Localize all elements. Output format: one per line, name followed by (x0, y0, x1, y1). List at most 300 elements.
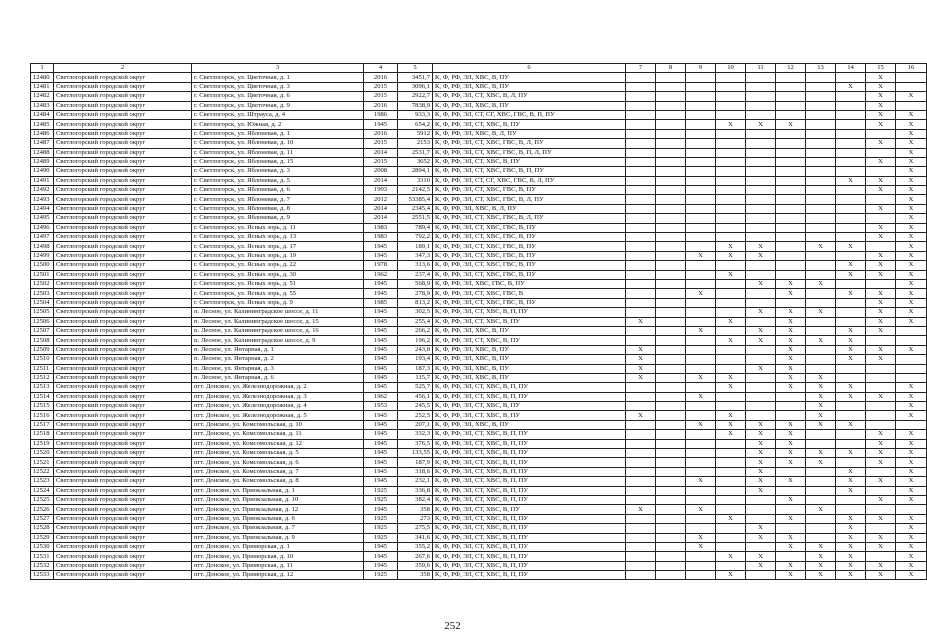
area-cell: 2551,5 (398, 214, 433, 223)
mark-cell: X (836, 561, 866, 570)
systems-cell: К, Ф, РФ, ЭЛ, ХВС, В, ПУ (433, 345, 626, 354)
area-cell: 133,55 (398, 449, 433, 458)
district-cell: Светлогорский городской округ (54, 514, 192, 523)
mark-cell: X (896, 214, 927, 223)
mark-cell (896, 373, 927, 382)
mark-cell (656, 139, 686, 148)
mark-cell (626, 486, 656, 495)
mark-cell: X (896, 317, 927, 326)
mark-cell (716, 233, 746, 242)
district-cell: Светлогорский городской округ (54, 167, 192, 176)
row-number-cell: 12507 (31, 326, 54, 335)
area-cell: 2345,4 (398, 204, 433, 213)
year-cell: 1945 (364, 383, 398, 392)
mark-cell: X (866, 308, 896, 317)
address-cell: пгт. Донское, ул. Железнодорожная, д. 3 (192, 392, 364, 401)
address-cell: п. Лесное, ул. Калининградское шоссе, д. 11 (192, 308, 364, 317)
mark-cell (716, 467, 746, 476)
area-cell: 187,3 (398, 364, 433, 373)
district-cell: Светлогорский городской округ (54, 430, 192, 439)
district-cell: Светлогорский городской округ (54, 148, 192, 157)
systems-cell: К, Ф, РФ, ЭЛ, СТ, ХВС, ГВС, В, ПУ (433, 233, 626, 242)
mark-cell: X (896, 439, 927, 448)
mark-cell (716, 542, 746, 551)
table-row (31, 308, 927, 317)
row-number-cell: 12531 (31, 552, 54, 561)
mark-cell: X (896, 458, 927, 467)
mark-cell (806, 110, 836, 119)
mark-cell: X (896, 92, 927, 101)
mark-cell (836, 214, 866, 223)
systems-cell: К, Ф, РФ, ЭЛ, ХВС, В, ПУ (433, 326, 626, 335)
address-cell: пгт. Донское, ул. Комсомольская, д. 11 (192, 430, 364, 439)
year-cell: 2016 (364, 73, 398, 82)
address-cell: пгт. Донское, ул. Приокзальная, д. 6 (192, 514, 364, 523)
year-cell: 1925 (364, 571, 398, 580)
mark-cell (626, 186, 656, 195)
year-cell: 2014 (364, 214, 398, 223)
mark-cell: X (896, 533, 927, 542)
address-cell: г. Светлогорск, ул. Ясных зорь, д. 30 (192, 270, 364, 279)
mark-cell (656, 420, 686, 429)
mark-cell (776, 261, 806, 270)
area-cell: 252,5 (398, 411, 433, 420)
district-cell: Светлогорский городской округ (54, 420, 192, 429)
systems-cell: К, Ф, РФ, ЭЛ, СТ, ХВС, В, П, ПУ (433, 533, 626, 542)
systems-cell: К, Ф, РФ, ЭЛ, СТ, ХВС, ГВС, В (433, 289, 626, 298)
mark-cell (746, 176, 776, 185)
year-cell: 2016 (364, 129, 398, 138)
mark-cell (656, 411, 686, 420)
table-row (31, 139, 927, 148)
mark-cell: X (836, 542, 866, 551)
mark-cell: X (836, 326, 866, 335)
table-row (31, 73, 927, 82)
row-number-cell: 12513 (31, 383, 54, 392)
mark-cell: X (776, 542, 806, 551)
mark-cell (686, 214, 716, 223)
mark-cell: X (896, 467, 927, 476)
mark-cell: X (806, 561, 836, 570)
table-row (31, 101, 927, 110)
area-cell: 332,3 (398, 430, 433, 439)
mark-cell (866, 279, 896, 288)
mark-cell (746, 345, 776, 354)
table-row (31, 214, 927, 223)
mark-cell (776, 552, 806, 561)
mark-cell (866, 167, 896, 176)
mark-cell (746, 204, 776, 213)
table-row (31, 420, 927, 429)
mark-cell (866, 148, 896, 157)
column-number-cell: 7 (626, 64, 656, 73)
mark-cell: X (746, 449, 776, 458)
address-cell: пгт. Донское, ул. Приокзальная, д. 10 (192, 495, 364, 504)
area-cell: 187,9 (398, 458, 433, 467)
address-cell: пгт. Донское, ул. Приморская, д. 10 (192, 552, 364, 561)
table-row (31, 439, 927, 448)
systems-cell: К, Ф, РФ, ЭЛ, СТ, ХВС, В, П, ПУ (433, 439, 626, 448)
mark-cell: X (866, 223, 896, 232)
mark-cell (836, 195, 866, 204)
mark-cell (686, 82, 716, 91)
mark-cell (656, 298, 686, 307)
mark-cell: X (896, 270, 927, 279)
mark-cell: X (866, 449, 896, 458)
mark-cell: X (746, 308, 776, 317)
mark-cell (626, 392, 656, 401)
mark-cell (776, 176, 806, 185)
mark-cell: X (866, 204, 896, 213)
area-cell: 358 (398, 505, 433, 514)
systems-cell: К, Ф, РФ, ЭЛ, СТ, ХВС, В, П, ПУ (433, 571, 626, 580)
mark-cell (656, 148, 686, 157)
area-cell: 318,6 (398, 467, 433, 476)
mark-cell: X (866, 157, 896, 166)
mark-cell (626, 251, 656, 260)
table-row (31, 533, 927, 542)
mark-cell: X (896, 552, 927, 561)
systems-cell: К, Ф, РФ, ЭЛ, СТ, ХВС, В, ПУ (433, 402, 626, 411)
mark-cell (776, 101, 806, 110)
mark-cell (836, 120, 866, 129)
year-cell: 1945 (364, 458, 398, 467)
mark-cell (716, 477, 746, 486)
systems-cell: К, Ф, РФ, ЭЛ, ХВС, В, ПУ (433, 101, 626, 110)
row-number-cell: 12512 (31, 373, 54, 382)
row-number-cell: 12482 (31, 92, 54, 101)
mark-cell: X (626, 317, 656, 326)
systems-cell: К, Ф, РФ, ЭЛ, ХВС, В, Л, ПУ (433, 204, 626, 213)
mark-cell (626, 308, 656, 317)
row-number-cell: 12497 (31, 233, 54, 242)
systems-cell: К, Ф, РФ, ЭЛ, СТ, ХВС, В, П, ПУ (433, 449, 626, 458)
table-row (31, 317, 927, 326)
district-cell: Светлогорский городской округ (54, 355, 192, 364)
mark-cell (746, 355, 776, 364)
mark-cell: X (716, 514, 746, 523)
systems-cell: К, Ф, РФ, ЭЛ, СТ, ХВС, ГВС, В, ПУ (433, 242, 626, 251)
mark-cell (686, 486, 716, 495)
row-number-cell: 12494 (31, 204, 54, 213)
mark-cell (836, 364, 866, 373)
row-number-cell: 12486 (31, 129, 54, 138)
area-cell: 278,9 (398, 289, 433, 298)
mark-cell (806, 73, 836, 82)
page-number: 252 (444, 620, 461, 632)
mark-cell: X (776, 326, 806, 335)
mark-cell (746, 157, 776, 166)
mark-cell: X (716, 373, 746, 382)
table-row (31, 129, 927, 138)
year-cell: 1985 (364, 298, 398, 307)
mark-cell (656, 110, 686, 119)
mark-cell (866, 195, 896, 204)
mark-cell (656, 242, 686, 251)
mark-cell (716, 129, 746, 138)
table-row (31, 345, 927, 354)
mark-cell (656, 195, 686, 204)
mark-cell: X (836, 524, 866, 533)
mark-cell (626, 524, 656, 533)
row-number-cell: 12515 (31, 402, 54, 411)
table-row (31, 204, 927, 213)
mark-cell: X (746, 326, 776, 335)
year-cell: 1945 (364, 251, 398, 260)
row-number-cell: 12504 (31, 298, 54, 307)
mark-cell: X (896, 167, 927, 176)
mark-cell (776, 82, 806, 91)
address-cell: г. Светлогорск, ул. Ясных зорь, д. 9 (192, 298, 364, 307)
mark-cell: X (836, 552, 866, 561)
mark-cell (806, 186, 836, 195)
mark-cell (836, 167, 866, 176)
table-row (31, 110, 927, 119)
mark-cell (866, 242, 896, 251)
district-cell: Светлогорский городской округ (54, 439, 192, 448)
address-cell: п. Лесное, ул. Янтарная, д. 6 (192, 373, 364, 382)
mark-cell (776, 110, 806, 119)
mark-cell (656, 120, 686, 129)
mark-cell (746, 82, 776, 91)
mark-cell (746, 233, 776, 242)
area-cell: 382,4 (398, 495, 433, 504)
mark-cell (626, 336, 656, 345)
mark-cell (686, 176, 716, 185)
mark-cell: X (866, 110, 896, 119)
mark-cell: X (746, 561, 776, 570)
mark-cell (746, 261, 776, 270)
mark-cell: X (836, 392, 866, 401)
mark-cell (656, 392, 686, 401)
year-cell: 1953 (364, 402, 398, 411)
area-cell: 7838,9 (398, 101, 433, 110)
mark-cell (626, 204, 656, 213)
district-cell: Светлогорский городской округ (54, 204, 192, 213)
mark-cell (656, 383, 686, 392)
mark-cell (776, 524, 806, 533)
mark-cell: X (866, 73, 896, 82)
area-cell: 355,2 (398, 542, 433, 551)
district-cell: Светлогорский городской округ (54, 139, 192, 148)
mark-cell: X (686, 373, 716, 382)
mark-cell (716, 289, 746, 298)
mark-cell (626, 430, 656, 439)
mark-cell: X (746, 533, 776, 542)
mark-cell (656, 449, 686, 458)
mark-cell (746, 402, 776, 411)
year-cell: 1945 (364, 308, 398, 317)
mark-cell: X (776, 430, 806, 439)
mark-cell (806, 157, 836, 166)
mark-cell (686, 148, 716, 157)
mark-cell: X (746, 524, 776, 533)
systems-cell: К, Ф, РФ, ЭЛ, СТ, ХВС, В, П, ПУ (433, 495, 626, 504)
mark-cell (686, 157, 716, 166)
mark-cell (686, 233, 716, 242)
systems-cell: К, Ф, РФ, ЭЛ, ХВС, В, ПУ (433, 73, 626, 82)
table-row (31, 279, 927, 288)
row-number-cell: 12514 (31, 392, 54, 401)
mark-cell (896, 73, 927, 82)
column-number-cell: 3 (192, 64, 364, 73)
mark-cell (716, 308, 746, 317)
table-row (31, 261, 927, 270)
mark-cell (836, 223, 866, 232)
mark-cell (806, 289, 836, 298)
table-row (31, 364, 927, 373)
systems-cell: К, Ф, РФ, ЭЛ, ХВС, В, ПУ (433, 364, 626, 373)
systems-cell: К, Ф, РФ, ЭЛ, СТ, ХВС, В, П, ПУ (433, 552, 626, 561)
table-row (31, 561, 927, 570)
mark-cell: X (776, 383, 806, 392)
row-number-cell: 12511 (31, 364, 54, 373)
mark-cell (776, 148, 806, 157)
mark-cell: X (836, 82, 866, 91)
mark-cell: X (806, 505, 836, 514)
mark-cell: X (836, 533, 866, 542)
mark-cell: X (776, 495, 806, 504)
mark-cell (806, 477, 836, 486)
mark-cell: X (896, 186, 927, 195)
mark-cell (656, 317, 686, 326)
mark-cell (776, 392, 806, 401)
housing-register-table (30, 63, 927, 580)
systems-cell: К, Ф, РФ, ЭЛ, СТ, ХВС, ГВС, В, Л, ПУ (433, 214, 626, 223)
mark-cell: X (896, 176, 927, 185)
systems-cell: К, Ф, РФ, ЭЛ, СТ, ХВС, В, ПУ (433, 157, 626, 166)
year-cell: 1986 (364, 110, 398, 119)
mark-cell (626, 120, 656, 129)
district-cell: Светлогорский городской округ (54, 449, 192, 458)
address-cell: г. Светлогорск, ул. Яблоневая, д. 6 (192, 186, 364, 195)
systems-cell: К, Ф, РФ, ЭЛ, СТ, СГ, ХВС, ГВС, В, Л, ПУ (433, 176, 626, 185)
column-number-cell: 1 (31, 64, 54, 73)
mark-cell (656, 167, 686, 176)
mark-cell (626, 176, 656, 185)
mark-cell (806, 148, 836, 157)
year-cell: 1945 (364, 355, 398, 364)
address-cell: пгт. Донское, ул. Приморская, д. 12 (192, 571, 364, 580)
year-cell: 2014 (364, 176, 398, 185)
table-row (31, 82, 927, 91)
mark-cell (626, 542, 656, 551)
district-cell: Светлогорский городской округ (54, 571, 192, 580)
row-number-cell: 12499 (31, 251, 54, 260)
row-number-cell: 12489 (31, 157, 54, 166)
mark-cell: X (866, 186, 896, 195)
mark-cell: X (806, 383, 836, 392)
column-number-cell: 6 (433, 64, 626, 73)
address-cell: г. Светлогорск, ул. Яблоневая, д. 10 (192, 139, 364, 148)
table-row (31, 571, 927, 580)
mark-cell: X (746, 430, 776, 439)
address-cell: г. Светлогорск, ул. Яблоневая, д. 1 (192, 129, 364, 138)
row-number-cell: 12498 (31, 242, 54, 251)
mark-cell: X (896, 542, 927, 551)
address-cell: пгт. Донское, ул. Приморская, д. 11 (192, 561, 364, 570)
mark-cell: X (896, 289, 927, 298)
mark-cell (746, 373, 776, 382)
mark-cell (776, 73, 806, 82)
mark-cell (836, 101, 866, 110)
row-number-cell: 12518 (31, 430, 54, 439)
mark-cell (626, 101, 656, 110)
mark-cell (836, 505, 866, 514)
systems-cell: К, Ф, РФ, ЭЛ, СТ, ХВС, ГВС, В, ПУ (433, 223, 626, 232)
area-cell: 5912 (398, 129, 433, 138)
mark-cell: X (686, 542, 716, 551)
mark-cell: X (776, 336, 806, 345)
mark-cell (656, 270, 686, 279)
mark-cell (806, 270, 836, 279)
mark-cell: X (806, 392, 836, 401)
systems-cell: К, Ф, РФ, ЭЛ, ХВС, В, Л, ПУ (433, 129, 626, 138)
mark-cell (626, 261, 656, 270)
mark-cell: X (866, 345, 896, 354)
column-number-cell: 5 (398, 64, 433, 73)
mark-cell (746, 148, 776, 157)
mark-cell (626, 298, 656, 307)
row-number-cell: 12528 (31, 524, 54, 533)
row-number-cell: 12517 (31, 420, 54, 429)
systems-cell: К, Ф, РФ, ЭЛ, СТ, ХВС, ГВС, В, ПУ (433, 251, 626, 260)
mark-cell (776, 195, 806, 204)
mark-cell: X (746, 420, 776, 429)
area-cell: 933,3 (398, 110, 433, 119)
mark-cell: X (866, 458, 896, 467)
mark-cell: X (626, 411, 656, 420)
year-cell: 1962 (364, 392, 398, 401)
address-cell: п. Лесное, ул. Калининградское шоссе, д. 15 (192, 317, 364, 326)
mark-cell (776, 402, 806, 411)
mark-cell: X (896, 449, 927, 458)
mark-cell: X (746, 439, 776, 448)
mark-cell (686, 495, 716, 504)
systems-cell: К, Ф, РФ, ЭЛ, СТ, ХВС, ГВС, В, ПУ (433, 298, 626, 307)
area-cell: 266,2 (398, 326, 433, 335)
mark-cell: X (866, 82, 896, 91)
address-cell: г. Светлогорск, ул. Яблоневая, д. 7 (192, 195, 364, 204)
mark-cell (806, 439, 836, 448)
systems-cell: К, Ф, РФ, ЭЛ, ХВС, В, ПУ (433, 355, 626, 364)
mark-cell (686, 73, 716, 82)
mark-cell (686, 186, 716, 195)
table-row (31, 157, 927, 166)
systems-cell: К, Ф, РФ, ЭЛ, ХВС, В, ПУ (433, 82, 626, 91)
systems-cell: К, Ф, РФ, ЭЛ, СТ, ХВС, ГВС, В, ПУ (433, 261, 626, 270)
area-cell: 336,8 (398, 486, 433, 495)
mark-cell (776, 157, 806, 166)
mark-cell: X (746, 486, 776, 495)
address-cell: пгт. Донское, ул. Железнодорожная, д. 5 (192, 411, 364, 420)
row-number-cell: 12480 (31, 73, 54, 82)
mark-cell (896, 326, 927, 335)
systems-cell: К, Ф, РФ, ЭЛ, СТ, ХВС, В, П, ПУ (433, 524, 626, 533)
mark-cell: X (866, 101, 896, 110)
mark-cell (866, 552, 896, 561)
mark-cell (656, 477, 686, 486)
mark-cell (806, 298, 836, 307)
table-row (31, 336, 927, 345)
mark-cell: X (896, 233, 927, 242)
mark-cell (626, 279, 656, 288)
address-cell: пгт. Донское, ул. Комсомольская, д. 6 (192, 458, 364, 467)
row-number-cell: 12495 (31, 214, 54, 223)
mark-cell: X (866, 430, 896, 439)
row-number-cell: 12509 (31, 345, 54, 354)
mark-cell: X (746, 467, 776, 476)
